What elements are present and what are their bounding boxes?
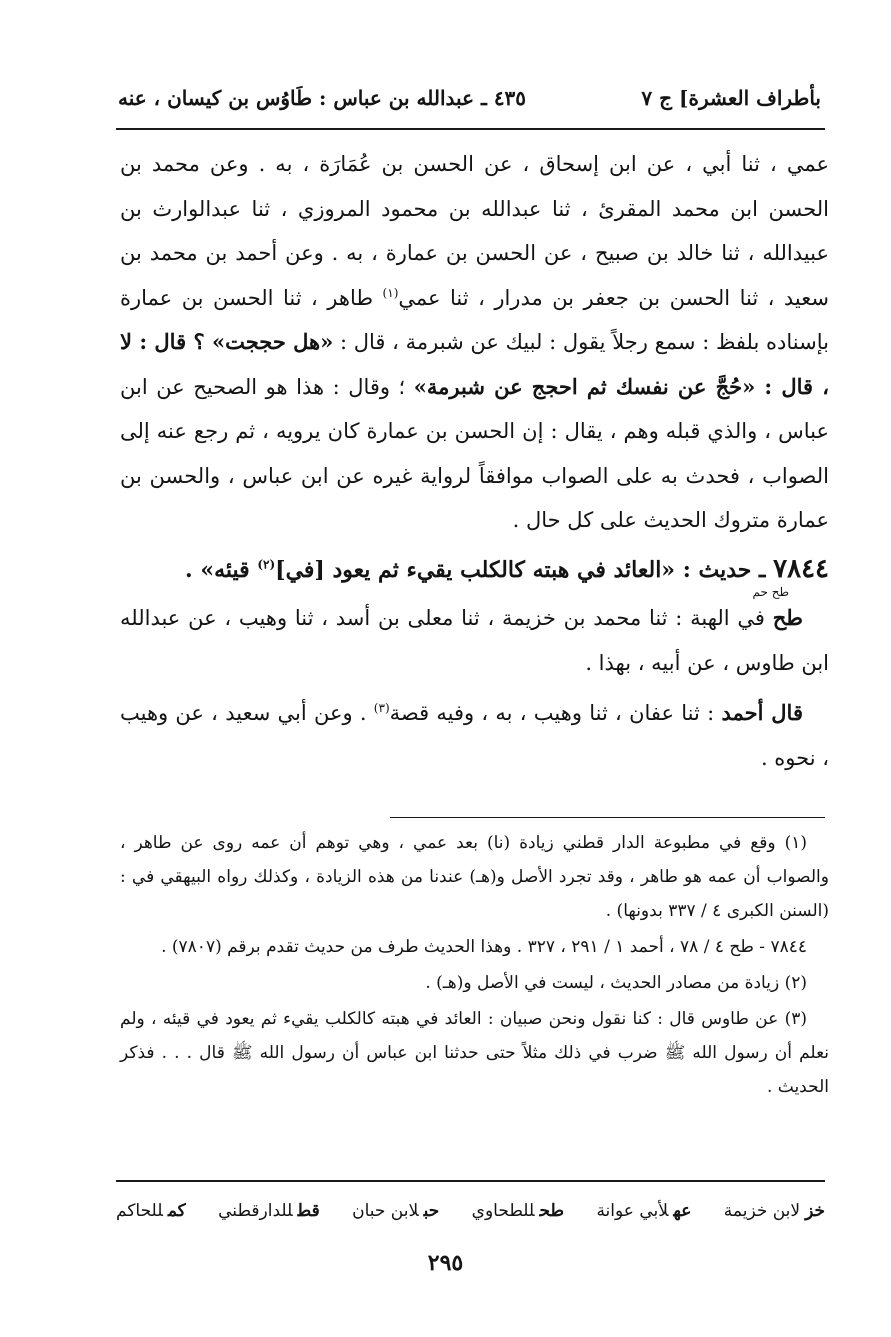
footnotes [120, 826, 829, 1106]
footnote-ref-3: (٣) [373, 701, 390, 715]
running-header [118, 80, 821, 116]
paragraph-continuation: عمي ، ثنا أبي ، عن ابن إسحاق ، عن الحسن بن عُمَارَة ، به . وعن محمد بن الحسن ابن محمد المقرئ ، ثنا عبدالله بن محمود المروزي ، ثنا عبدالوارث بن عبيدالله ، ثنا خالد بن صبيح ، عن الحسن بن عمارة ، به . وعن أحمد بن محمد بن سعيد ، ثنا الحسن بن جعفر بن مدرار ، ثنا عمي$^{(١)}$ طاهر ، ثنا الحسن بن عمارة بإسناده بلفظ : سمع رجلاً يقول : لبيك عن شبرمة ، قال : «هل حججت» ؟ قال : لا ، قال : «حُجَّ عن نفسك ثم احجج عن شبرمة» ؛ وقال : هذا هو الصحيح عن ابن عباس ، والذي قبله وهم ، يقال : إن الحسن بن عمارة كان يرويه ، ثم رجع عنه إلى الصواب ، فحدث به على الصواب موافقاً لرواية غيره عن ابن عباس ، والحسن بن عمارة متروك الحديث على كل حال . [120, 152, 829, 532]
page-number: ٢٩٥ [427, 1250, 464, 1276]
abbr-item: قطللدارقطني [218, 1201, 320, 1221]
abbreviation-key [116, 1196, 825, 1226]
footnote-ref-1: (١) [382, 285, 399, 300]
paragraph-tahawi: طح في الهبة : ثنا محمد بن خزيمة ، ثنا معلى بن أسد ، ثنا وهيب ، عن عبدالله ابن طاوس ، عن أبيه ، بهذا . [120, 605, 829, 675]
footnote: (١) وقع في مطبوعة الدار قطني زيادة (نا) بعد عمي ، وهي توهم أن عمه روى عن طاهر ، والصواب أن عمه هو طاهر ، وقد تجرد الأصل و(هـ) عندنا من هذه الزيادة ، وكذلك رواه البيهقي في : (السنن الكبرى ٤ / ٣٣٧ بدونها) . [120, 833, 829, 921]
abbr-item: حبلابن حبان [352, 1201, 440, 1221]
footnote: (٢) زيادة من مصادر الحديث ، ليست في الأصل و(هـ) . [425, 973, 807, 993]
footnote: ٧٨٤٤ - طح ٤ / ٧٨ ، أحمد ١ / ٢٩١ ، ٣٢٧ . وهذا الحديث طرف من حديث تقدم برقم (٧٨٠٧) . [161, 937, 807, 957]
abbr-item: خزلابن خزيمة [723, 1201, 825, 1221]
main-text [120, 142, 829, 780]
footer-rule [116, 1180, 825, 1182]
footnote-separator [390, 817, 825, 818]
source-label: قال أحمد [721, 700, 803, 725]
abbr-item: طحللطحاوي [471, 1201, 565, 1221]
header-rule [116, 128, 825, 130]
abbr-item: كمللحاكم [116, 1201, 186, 1221]
footnote-ref-2: (٢) [257, 557, 276, 572]
entry-sigla: طح حم [752, 585, 789, 599]
hadith-entry-heading: ٧٨٤٤ ـ حديث : «العائد في هبته كالكلب يقيء ثم يعود [في]$^{(٢)}$ قيئه» . [185, 553, 829, 584]
abbr-item: عهلأبي عوانة [596, 1201, 692, 1221]
paragraph-ahmad: قال أحمد : ثنا عفان ، ثنا وهيب ، به ، وفيه قصة$^{(٣)}$ . وعن أبي سعيد ، عن وهيب ، نحوه . [120, 700, 829, 770]
header-book-ref: بأطراف العشرة] ج ٧ [641, 86, 821, 110]
header-section-title: ٤٣٥ ـ عبدالله بن عباس : طَاوُس بن كيسان ، عنه [118, 86, 527, 110]
hadith-quote: «هل حججت» ؟ قال : لا ، قال : «حُجَّ عن نفسك ثم احجج عن شبرمة» [120, 329, 829, 399]
entry-number: ٧٨٤٤ [773, 553, 829, 584]
footnote: (٣) عن طاوس قال : كنا نقول ونحن صبيان : العائد في هبته كالكلب يقيء ثم يعود في قيئه ، ولم نعلم أن رسول الله ﷺ ضرب في ذلك مثلاً حتى حدثنا ابن عباس أن رسول الله ﷺ قال . . . فذكر الحديث . [120, 1009, 829, 1097]
source-label: طح [772, 605, 803, 630]
